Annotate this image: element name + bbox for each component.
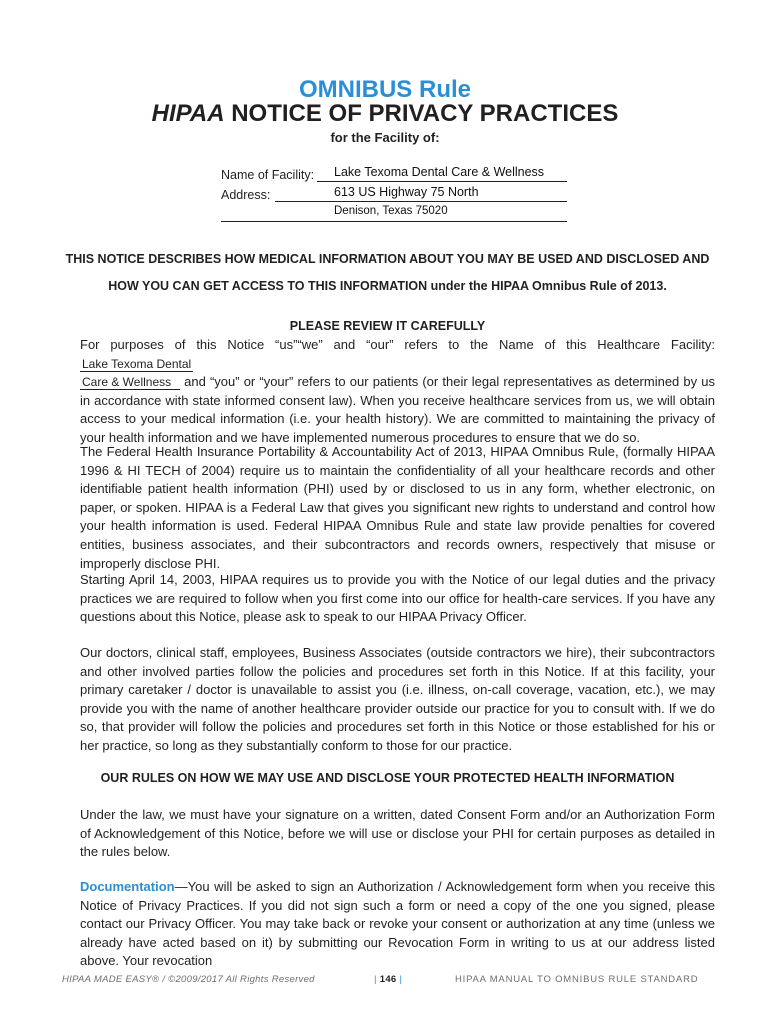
documentation-text: —You will be asked to sign an Authorization / Acknowledgement form when you receive this Notice of Privacy Practices. If you did not sign such a form or need a copy of the one you signed, please contact our Privacy Officer. You may take back or revoke your consent or authorization at any time (unless we already have acted based on it) by submitting our Revocation Form in writing to us at our address listed above. Your revocation: [80, 879, 715, 969]
notice-title: [0, 100, 770, 128]
footer-divider-left: |: [374, 974, 377, 985]
footer-divider-right: |: [399, 974, 403, 985]
facility-name-label: Name of Facility:: [221, 168, 315, 182]
address-label: Address:: [221, 188, 271, 202]
starting-date-paragraph: Starting April 14, 2003, HIPAA requires us to provide you with the Notice of our legal duties and the privacy practices we are required to follow when you first come into our office for health-care services. If you have any questions about this Notice, please ask to speak to our HIPAA Privacy Officer.: [80, 572, 715, 625]
intro-paragraph: [80, 336, 715, 448]
documentation-label: Documentation: [80, 879, 175, 894]
notice-banner: [60, 246, 715, 300]
facility-subtitle: for the Facility of:: [330, 130, 440, 145]
address-line-1[interactable]: 613 US Highway 75 North: [334, 185, 479, 199]
notice-title-hipaa: HIPAA: [151, 100, 225, 127]
facility-name-line: [317, 181, 567, 182]
doctors-paragraph: Our doctors, clinical staff, employees, Business Associates (outside contractors we hire), their subcontractors and other involved parties follow the policies and procedures set forth in this Notice. If at this facility, your primary caretaker / doctor is unavailable to assist you (i.e. illness, on-call coverage, vacation, etc.), we may provide you with the name of another healthcare provider outside our practice for you to consult with. If we do so, that provider will follow the policies and procedures set forth in this Notice or those established for his or her practice, so long as they substantially conform to those for our practice.: [80, 645, 715, 753]
footer-copyright: HIPAA MADE EASY® / ©2009/2017 All Rights Reserved: [62, 974, 315, 985]
federal-law-paragraph: The Federal Health Insurance Portability & Accountability Act of 2013, HIPAA Omnibus Rule, (formally HIPAA 1996 & HI TECH of 2004) require us to maintain the confidentiality of all your healthcare records and other identifiable patient health information (PHI) used by or disclosed to us in any form, whether electronic, on paper, or spoken. HIPAA is a Federal Law that gives you significant new rights to understand and control how your health information is used. Federal HIPAA Omnibus Rule and state law provide penalties for covered entities, business associates, and their subcontractors and records owners, respectively that misuse or improperly disclose PHI.: [80, 444, 715, 571]
notice-title-rest: NOTICE OF PRIVACY PRACTICES: [224, 100, 619, 127]
footer-page-number: 146: [379, 974, 397, 985]
facility-name-value[interactable]: Lake Texoma Dental Care & Wellness: [334, 165, 545, 179]
footer-manual-title: HIPAA MANUAL TO OMNIBUS RULE STANDARD: [455, 974, 699, 985]
documentation-paragraph: [80, 878, 715, 971]
address-line-2-rule: [221, 221, 567, 222]
law-paragraph: Under the law, we must have your signature on a written, dated Consent Form and/or an Authorization Form of Acknowledgement of this Notice, before we will use or disclose your PHI for certain purposes as detailed in the rules below.: [80, 807, 715, 860]
review-heading: PLEASE REVIEW IT CAREFULLY: [289, 319, 486, 333]
address-line-2[interactable]: Denison, Texas 75020: [334, 205, 448, 217]
footer-page-number-block: [374, 974, 402, 985]
facility-name-fill-2[interactable]: Care & Wellness: [80, 376, 180, 390]
notice-banner-line-2: HOW YOU CAN GET ACCESS TO THIS INFORMATION under the HIPAA Omnibus Rule of 2013.: [108, 279, 667, 293]
rules-heading: OUR RULES ON HOW WE MAY USE AND DISCLOSE YOUR PROTECTED HEALTH INFORMATION: [100, 771, 675, 785]
facility-name-fill-1[interactable]: Lake Texoma Dental: [82, 356, 192, 371]
address-line-1-rule: [275, 201, 567, 202]
omnibus-rule-title: OMNIBUS Rule: [298, 76, 471, 103]
intro-text-b: and “you” or “your” refers to our patients (or their legal representatives as determined by us in accordance with state informed consent law). When you receive healthcare services from us, we will obtain access to your medical information (i.e. your health history). We are committed to maintaining the privacy of your health information and we have implemented numerous procedures to ensure that we do so.: [80, 374, 715, 445]
intro-text-a: For purposes of this Notice “us”“we” and “our” refers to the Name of this Healthcare Facility:: [80, 337, 715, 352]
notice-banner-line-1: THIS NOTICE DESCRIBES HOW MEDICAL INFORMATION ABOUT YOU MAY BE USED AND DISCLOSED AND: [65, 252, 710, 266]
